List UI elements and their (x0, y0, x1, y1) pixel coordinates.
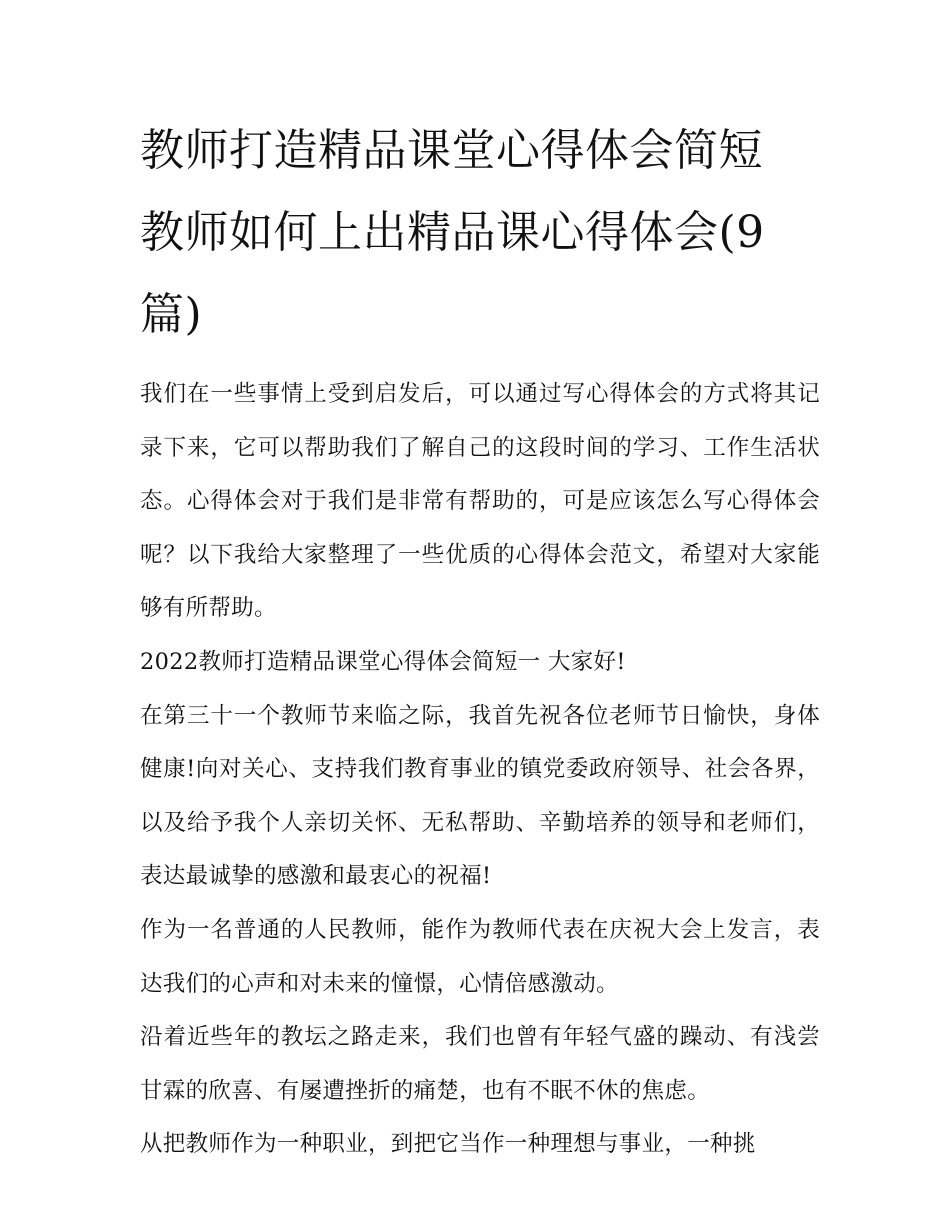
paragraph-teaching-path: 沿着近些年的教坛之路走来，我们也曾有年轻气盛的躁动、有浅尝甘霖的欣喜、有屡遭挫折的痛楚，也有不眠不休的焦虑。 (140, 1024, 820, 1104)
paragraph-heading-one: 2022教师打造精品课堂心得体会简短一 大家好! (140, 648, 626, 675)
paragraph-intro: 我们在一些事情上受到启发后，可以通过写心得体会的方式将其记录下来，它可以帮助我们了解自己的这段时间的学习、工作生活状态。心得体会对于我们是非常有帮助的，可是应该怎么写心得体会呢？以下我给大家整理了一些优质的心得体会范文，希望对大家能够有所帮助。 (140, 381, 820, 622)
document-title: 教师打造精品课堂心得体会简短 教师如何上出精品课心得体会(9篇) (140, 125, 765, 340)
document-page (140, 110, 820, 1172)
paragraph-career: 从把教师作为一种职业，到把它当作一种理想与事业，一种挑 (140, 1131, 756, 1158)
paragraph-teachers-day: 在第三十一个教师节来临之际，我首先祝各位老师节日愉快，身体健康!向对关心、支持我们教育事业的镇党委政府领导、社会各界，以及给予我个人亲切关怀、无私帮助、辛勤培养的领导和老师们，表达最诚挚的感激和最衷心的祝福! (140, 702, 820, 890)
paragraph-representative: 作为一名普通的人民教师，能作为教师代表在庆祝大会上发言，表达我们的心声和对未来的憧憬，心情倍感激动。 (140, 916, 820, 997)
